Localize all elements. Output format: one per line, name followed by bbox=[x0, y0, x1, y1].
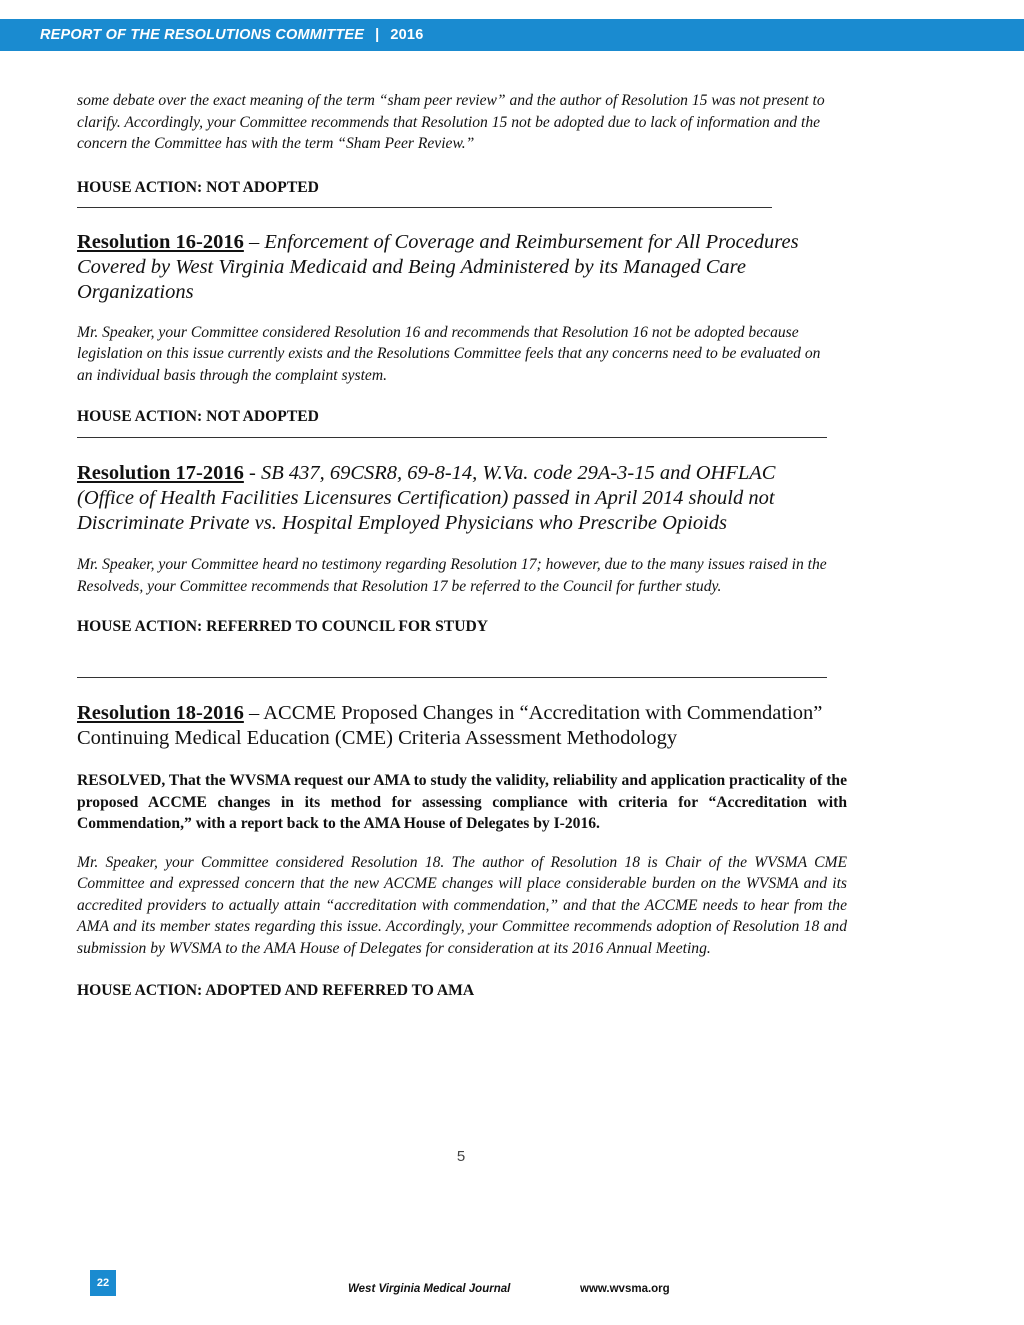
report-header bbox=[40, 27, 423, 43]
report-header-title: REPORT OF THE RESOLUTIONS COMMITTEE bbox=[40, 27, 365, 43]
intro-paragraph: some debate over the exact meaning of the term “sham peer review” and the author of Resolution 15 was not present to clarify. Accordingly, your Committee recommends that Resolution 15 not be adopted due to lack of information and the concern the Committee has with the term “Sham Peer Review.” bbox=[77, 92, 825, 152]
resolution-18-number: Resolution 18-2016 bbox=[77, 702, 244, 724]
resolution-17-house-action: HOUSE ACTION: REFERRED TO COUNCIL FOR STUDY bbox=[77, 618, 488, 635]
section-divider bbox=[77, 207, 772, 208]
section-divider bbox=[77, 437, 827, 438]
resolution-17-title: SB 437, 69CSR8, 69-8-14, W.Va. code 29A-3-15 and OHFLAC (Office of Health Facilities Licensures Certification) passed in April 2014 should not Discriminate Private vs. Hospital Employed Physicians who Prescribe Opioids bbox=[77, 462, 776, 534]
resolution-18-heading bbox=[77, 701, 857, 751]
journal-page-number: 22 bbox=[96, 1277, 110, 1289]
resolution-18-dash: – bbox=[243, 702, 264, 724]
resolution-17-body: Mr. Speaker, your Committee heard no testimony regarding Resolution 17; however, due to the many issues raised in the Resolveds, your Committee recommends that Resolution 17 be referred to the Council for further study. bbox=[77, 556, 827, 595]
footer-website: www.wvsma.org bbox=[580, 1283, 670, 1295]
intro-house-action: HOUSE ACTION: NOT ADOPTED bbox=[77, 178, 319, 196]
page-content bbox=[77, 90, 847, 1001]
header-separator: | bbox=[375, 27, 380, 43]
section-divider bbox=[77, 677, 827, 678]
resolution-16-dash: – bbox=[243, 230, 265, 253]
resolution-18-house-action: HOUSE ACTION: ADOPTED AND REFERRED TO AMA bbox=[77, 982, 475, 999]
resolution-16-body: Mr. Speaker, your Committee considered Resolution 16 and recommends that Resolution 16 not be adopted because legislation on this issue currently exists and the Resolutions Committee feels that any concerns need to be evaluated on an individual basis through the complaint system. bbox=[77, 323, 821, 384]
report-header-year: 2016 bbox=[390, 27, 424, 43]
resolution-16-house-action: HOUSE ACTION: NOT ADOPTED bbox=[77, 408, 319, 425]
journal-page-badge bbox=[90, 1270, 116, 1296]
resolution-18-body: Mr. Speaker, your Committee considered Resolution 18. The author of Resolution 18 is Chair of the WVSMA CME Committee and expressed concern that the new ACCME changes will place considerable burden on the WVSMA and its accredited providers to actually attain “accreditation with commendation,” and that the ACCME needs to hear from the AMA and its member states regarding this issue. Accordingly, your Committee recommends adoption of Resolution 18 and submission by WVSMA to the AMA House of Delegates for consideration at its 2016 Annual Meeting. bbox=[77, 853, 847, 957]
resolution-17-heading bbox=[77, 461, 827, 536]
resolution-17-dash: - bbox=[243, 462, 261, 484]
resolution-18-resolved: RESOLVED, That the WVSMA request our AMA to study the validity, reliability and application practicality of the proposed ACCME changes in its method for assessing compliance with criteria for “Accreditation with Commendation,” with a report back to the AMA House of Delegates by I-2016. bbox=[77, 772, 847, 832]
resolution-16-heading bbox=[77, 230, 827, 305]
resolution-16-title: Enforcement of Coverage and Reimbursement for All Procedures Covered by West Virginia Medicaid and Being Administered by its Managed Care Organizations bbox=[77, 230, 799, 303]
footer-journal-name: West Virginia Medical Journal bbox=[348, 1283, 511, 1295]
resolution-18-title: ACCME Proposed Changes in “Accreditation with Commendation” Continuing Medical Education (CME) Criteria Assessment Methodology bbox=[77, 702, 823, 749]
resolution-17-number: Resolution 17-2016 bbox=[77, 462, 244, 484]
report-page-number: 5 bbox=[456, 1148, 466, 1165]
resolution-16-number: Resolution 16-2016 bbox=[77, 230, 244, 253]
